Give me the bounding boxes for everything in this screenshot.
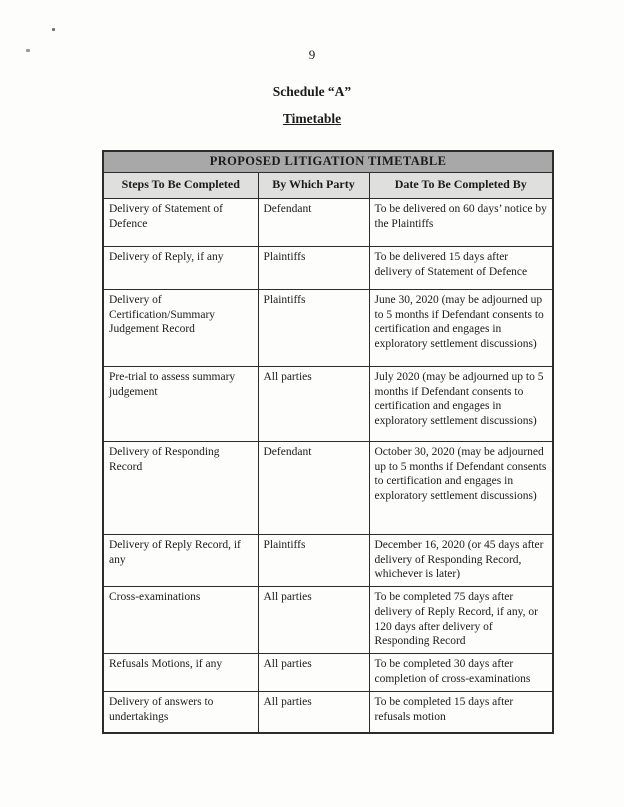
table-title-row (103, 151, 553, 173)
table-row (103, 367, 553, 442)
party-cell: Defendant (258, 442, 369, 535)
date-cell: To be delivered on 60 days’ notice by the Plaintiffs (369, 199, 553, 247)
table-row (103, 692, 553, 734)
step-cell: Delivery of Statement of Defence (103, 199, 258, 247)
date-cell: To be completed 75 days after delivery of Reply Record, if any, or 120 days after delivery of Responding Record (369, 587, 553, 654)
column-header-steps: Steps To Be Completed (103, 173, 258, 199)
step-cell: Delivery of Reply, if any (103, 247, 258, 290)
step-cell: Delivery of Certification/Summary Judgement Record (103, 290, 258, 367)
party-cell: All parties (258, 367, 369, 442)
party-cell: Defendant (258, 199, 369, 247)
party-cell: Plaintiffs (258, 535, 369, 587)
column-header-row (103, 173, 553, 199)
party-cell: Plaintiffs (258, 247, 369, 290)
party-cell: All parties (258, 654, 369, 692)
schedule-title: Schedule “A” (272, 84, 352, 99)
step-cell: Refusals Motions, if any (103, 654, 258, 692)
column-header-date: Date To Be Completed By (369, 173, 553, 199)
date-cell: December 16, 2020 (or 45 days after delivery of Responding Record, whichever is later) (369, 535, 553, 587)
column-header-party: By Which Party (258, 173, 369, 199)
litigation-timetable (102, 150, 554, 734)
step-cell: Cross-examinations (103, 587, 258, 654)
date-cell: June 30, 2020 (may be adjourned up to 5 months if Defendant consents to certification and engages in exploratory settlement discussions) (369, 290, 553, 367)
table-row (103, 587, 553, 654)
party-cell: All parties (258, 587, 369, 654)
date-cell: July 2020 (may be adjourned up to 5 months if Defendant consents to certification and engages in exploratory settlement discussions) (369, 367, 553, 442)
date-cell: To be completed 15 days after refusals motion (369, 692, 553, 734)
step-cell: Pre-trial to assess summary judgement (103, 367, 258, 442)
table-title: PROPOSED LITIGATION TIMETABLE (103, 151, 553, 173)
party-cell: All parties (258, 692, 369, 734)
step-cell: Delivery of Responding Record (103, 442, 258, 535)
date-cell: To be completed 30 days after completion of cross-examinations (369, 654, 553, 692)
date-cell: October 30, 2020 (may be adjourned up to 5 months if Defendant consents to certification and engages in exploratory settlement discussions) (369, 442, 553, 535)
table-row (103, 247, 553, 290)
page-number: 9 (308, 47, 316, 62)
date-cell: To be delivered 15 days after delivery of Statement of Defence (369, 247, 553, 290)
table-row (103, 199, 553, 247)
step-cell: Delivery of answers to undertakings (103, 692, 258, 734)
table-row (103, 442, 553, 535)
timetable-heading: Timetable (282, 111, 342, 126)
scan-speck (52, 28, 55, 31)
party-cell: Plaintiffs (258, 290, 369, 367)
step-cell: Delivery of Reply Record, if any (103, 535, 258, 587)
table-row (103, 654, 553, 692)
table-row (103, 290, 553, 367)
table-row (103, 535, 553, 587)
